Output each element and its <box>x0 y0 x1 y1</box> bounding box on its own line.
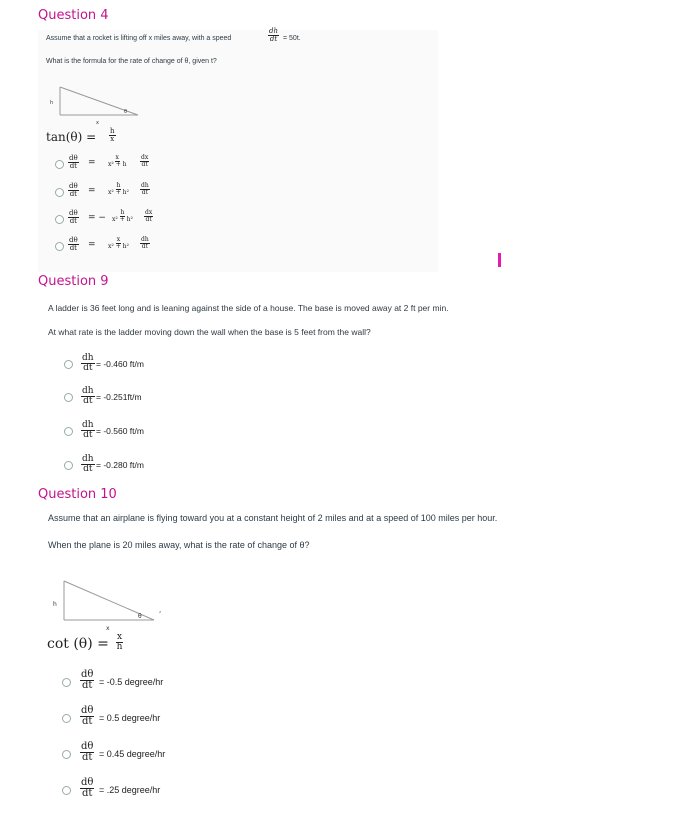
q4-option-radio[interactable] <box>55 160 64 169</box>
q4-option-lhs-fraction-num: dθ <box>69 209 78 217</box>
q10-option-fraction-den: dt <box>82 680 93 691</box>
q10-fig-h: h <box>53 601 57 608</box>
q4-option-rate-fraction <box>144 210 153 223</box>
q4-option-mid-fraction-den: x² + h <box>108 161 127 168</box>
q4-option-rate-fraction-den: dt <box>145 216 152 223</box>
q10-option-value: = 0.45 degree/hr <box>99 749 166 759</box>
q4-option-mid-fraction-den: x² + h² <box>112 216 133 223</box>
q4-option-rate-fraction-num: dx <box>145 209 153 216</box>
q4-option-mid-fraction <box>108 237 129 250</box>
q10-option-fraction-num: dθ <box>81 741 94 752</box>
q4-eq-den: x <box>110 135 115 143</box>
q4-equation-fraction <box>109 128 116 143</box>
q4-option-lhs-fraction-num: dθ <box>69 236 78 244</box>
q9-option-radio[interactable] <box>64 360 73 369</box>
q4-option-rate-fraction-num: dh <box>141 182 149 189</box>
q4-option-lhs-fraction <box>68 183 79 198</box>
q4-option-radio[interactable] <box>55 188 64 197</box>
q10-eq-den: h <box>116 642 123 652</box>
q9-option-fraction <box>81 455 95 474</box>
q10-option-fraction-den: dt <box>82 788 93 799</box>
q9-option-fraction-num: dh <box>82 353 94 363</box>
q10-option-fraction-den: dt <box>82 752 93 763</box>
question-4-panel <box>38 27 438 272</box>
q9-prompt-b: At what rate is the ladder moving down the wall when the base is 5 feet from the wall? <box>48 327 371 337</box>
q4-fig-x: x <box>96 120 99 126</box>
q4-option-mid-fraction <box>112 210 133 223</box>
q10-equation-lhs: cot (θ) = <box>47 636 109 652</box>
q4-option-mid-fraction <box>108 183 129 196</box>
q10-triangle-figure <box>44 578 174 632</box>
q4-speed-den: dt <box>269 35 278 43</box>
q4-option-mid-fraction-num: h <box>116 182 121 189</box>
q4-option-mid-fraction-num: x <box>116 236 121 243</box>
q4-option-lhs-fraction-num: dθ <box>69 154 78 162</box>
q10-option-fraction-den: dt <box>82 716 93 727</box>
q10-option-fraction <box>80 706 94 727</box>
q10-option-radio[interactable] <box>62 750 71 759</box>
q4-eq-num: h <box>110 127 115 135</box>
q4-option-lhs-fraction <box>68 237 79 252</box>
question-4-title: Question 4 <box>38 8 109 23</box>
q4-option-mid-fraction-num: x <box>115 154 119 161</box>
q9-option-radio[interactable] <box>64 427 73 436</box>
q4-option-lhs-fraction-den: dt <box>69 244 77 252</box>
q9-option-fraction <box>81 421 95 440</box>
q10-option-fraction <box>80 670 94 691</box>
text-cursor <box>498 253 501 267</box>
q9-option-fraction-den: dt <box>83 430 93 440</box>
q9-option-fraction-num: dh <box>82 454 94 464</box>
q10-fig-theta: θ <box>138 613 142 620</box>
q9-option-fraction <box>81 354 95 373</box>
q4-option-sign: = <box>88 158 96 168</box>
q10-option-radio[interactable] <box>62 678 71 687</box>
q4-option-rate-fraction-num: dh <box>141 236 149 243</box>
q4-option-lhs-fraction-den: dt <box>69 162 77 170</box>
q4-fig-theta: θ <box>124 109 128 115</box>
q9-option-value: = -0.560 ft/m <box>96 426 144 436</box>
q10-prompt-b: When the plane is 20 miles away, what is the rate of change of θ? <box>48 540 310 550</box>
q4-option-mid-fraction-den: x² + h² <box>108 189 129 196</box>
q10-fig-x: x <box>106 625 110 632</box>
q4-triangle-figure <box>40 84 150 126</box>
q4-speed-num: dh <box>269 27 278 35</box>
q4-speed-fraction <box>268 28 279 43</box>
q4-option-sign: = <box>88 240 96 250</box>
q4-option-radio[interactable] <box>55 215 64 224</box>
q9-option-fraction-num: dh <box>82 420 94 430</box>
q4-option-radio[interactable] <box>55 242 64 251</box>
q4-option-rate-fraction-num: dx <box>141 154 149 161</box>
q4-option-mid-fraction-den: x² + h² <box>108 243 129 250</box>
q9-option-fraction-num: dh <box>82 386 94 396</box>
q4-option-rate-fraction-den: dt <box>141 243 148 250</box>
q4-prompt-b: What is the formula for the rate of change of θ, given t? <box>46 58 217 65</box>
q9-prompt-a: A ladder is 36 feet long and is leaning against the side of a house. The base is moved away at 2 ft per min. <box>48 303 449 313</box>
q10-option-fraction-num: dθ <box>81 777 94 788</box>
q4-option-lhs-fraction <box>68 155 79 170</box>
q9-option-fraction <box>81 387 95 406</box>
q9-option-fraction-den: dt <box>83 464 93 474</box>
q9-option-radio[interactable] <box>64 393 73 402</box>
q9-option-value: = -0.251ft/m <box>96 392 142 402</box>
q4-prompt-a: Assume that a rocket is lifting off x miles away, with a speed <box>46 35 232 42</box>
q9-option-fraction-den: dt <box>83 396 93 406</box>
q4-option-sign: = <box>88 186 96 196</box>
q4-option-rate-fraction <box>140 183 150 196</box>
q4-option-lhs-fraction <box>68 210 79 225</box>
q4-option-rate-fraction-den: dt <box>141 161 148 168</box>
q4-equation-lhs: tan(θ) = <box>46 130 97 144</box>
q4-option-rate-fraction <box>140 155 149 168</box>
q10-option-value: = 0.5 degree/hr <box>99 713 161 723</box>
q10-option-radio[interactable] <box>62 786 71 795</box>
q10-fig-dot: , <box>159 606 162 614</box>
q10-option-value: = -0.5 degree/hr <box>99 677 164 687</box>
q10-option-fraction-num: dθ <box>81 669 94 680</box>
q4-option-lhs-fraction-den: dt <box>69 190 77 198</box>
q9-option-value: = -0.280 ft/m <box>96 460 144 470</box>
q10-prompt-a: Assume that an airplane is flying toward you at a constant height of 2 miles and at a speed of 100 miles per hour. <box>48 513 498 523</box>
q4-option-lhs-fraction-den: dt <box>69 217 77 225</box>
question-9-title: Question 9 <box>38 274 109 289</box>
q10-option-fraction <box>80 778 94 799</box>
q10-option-radio[interactable] <box>62 714 71 723</box>
q4-speed-value: = 50t. <box>283 35 301 42</box>
q10-equation-fraction <box>116 633 123 652</box>
q10-eq-num: x <box>117 632 123 642</box>
q9-option-radio[interactable] <box>64 461 73 470</box>
q4-option-mid-fraction-num: h <box>120 209 125 216</box>
q10-option-fraction <box>80 742 94 763</box>
q4-option-sign: = − <box>88 213 106 223</box>
q10-option-fraction-num: dθ <box>81 705 94 716</box>
q4-option-rate-fraction <box>140 237 150 250</box>
q4-fig-h: h <box>50 100 54 106</box>
question-10-title: Question 10 <box>38 487 117 502</box>
q9-option-fraction-den: dt <box>83 363 93 373</box>
q4-option-rate-fraction-den: dt <box>141 189 148 196</box>
q9-option-value: = -0.460 ft/m <box>96 359 144 369</box>
q4-option-mid-fraction <box>108 155 127 168</box>
q4-option-lhs-fraction-num: dθ <box>69 182 78 190</box>
q10-option-value: = .25 degree/hr <box>99 785 161 795</box>
